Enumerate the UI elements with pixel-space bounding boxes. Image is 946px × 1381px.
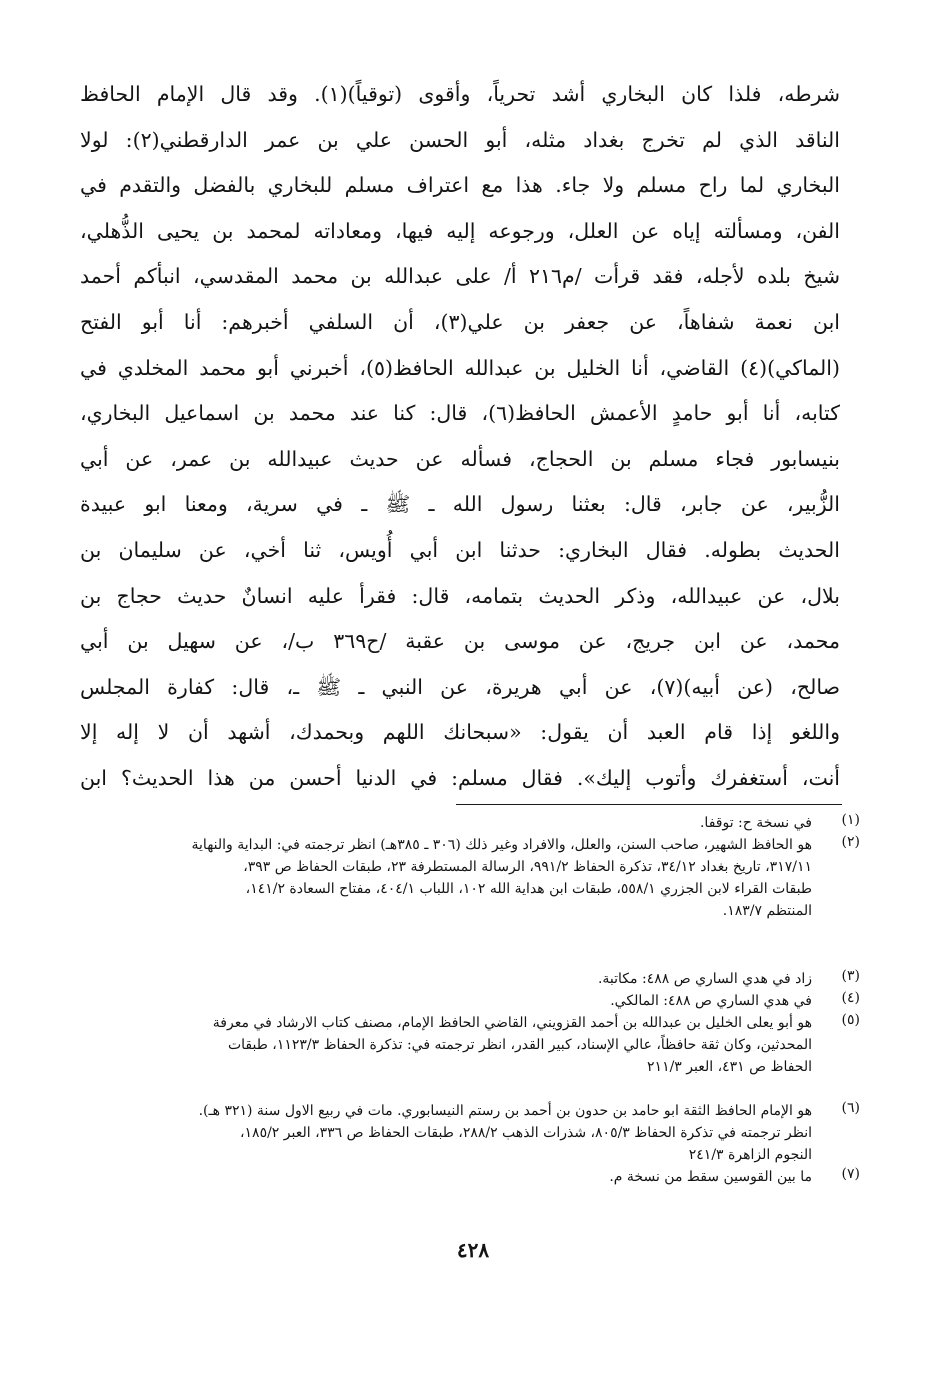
footnote-number: (٣)	[841, 968, 860, 984]
footnote	[90, 834, 860, 922]
text-line: محمد، عن ابن جريج، عن موسى بن عقبة /ح٣٦٩ ب/، عن سهيل بن أبي	[80, 629, 840, 654]
text-line: الفن، ومسألته إياه عن العلل، ورجوعه إليه فيها، ومعاداته لمحمد بن يحيى الذُّهلي،	[80, 218, 840, 243]
footnote-line: زاد في هدي الساري ص ٤٨٨: مكاتبة.	[597, 971, 812, 987]
text-line: صالح، (عن أبيه)(٧)، عن أبي هريرة، عن النبي ـ ﷺ ـ، قال: كفارة المجلس	[80, 674, 840, 699]
footnote-number: (٦)	[841, 1100, 860, 1116]
text-line: الناقد الذي لم تخرج بغداد مثله، أبو الحسن علي بن عمر الدارقطني(٢): لولا	[80, 127, 840, 152]
footnote-line: ٣١٧/١١، تاريخ بغداد ٣٤/١٢، تذكرة الحفاظ ٩٩١/٢، الرسالة المستطرفة ٢٣، طبقات الحفاظ ص ٣٩٣،	[243, 859, 812, 875]
text-line: ابن نعمة شفاهاً، عن جعفر بن علي(٣)، أن السلفي أخبرهم: أنا أبو الفتح	[80, 309, 840, 334]
footnote-line: المحدثين، وكان ثقة حافظاً، عالي الإسناد، كبير القدر، انظر ترجمته في: تذكرة الحفاظ ١١٢٣/٣، طبقات	[227, 1037, 812, 1053]
text-line: الزُّبير، عن جابر، قال: بعثنا رسول الله ـ ﷺ ـ في سرية، ومعنا ابو عبيدة	[80, 492, 840, 517]
footnote	[90, 1166, 860, 1188]
footnote-line: هو الإمام الحافظ الثقة ابو حامد بن حدون بن أحمد بن رستم النيسابوري. مات في ربيع الاول سنة (٣٢١ هـ).	[198, 1103, 812, 1119]
footnote	[90, 1100, 860, 1166]
footnote-line: انظر ترجمته في تذكرة الحفاظ ٨٠٥/٣، شذرات الذهب ٢٨٨/٢، طبقات الحفاظ ص ٣٣٦، العبر ١٨٥/٢،	[240, 1125, 812, 1141]
footnotes-group-bottom	[90, 1100, 860, 1188]
main-text-block	[80, 72, 840, 802]
footnote-separator	[456, 804, 842, 805]
footnote-line: هو الحافظ الشهير، صاحب السنن، والعلل، والافراد وغير ذلك (٣٠٦ ـ ٣٨٥هـ) انظر ترجمته في: البداية والنهاية	[191, 837, 812, 853]
footnote-number: (٥)	[841, 1012, 860, 1028]
text-line: الحديث بطوله. فقال البخاري: حدثنا ابن أبي أُويس، ثنا أخي، عن سليمان بن	[80, 537, 840, 562]
text-line: كتابه، أنا أبو حامدٍ الأعمش الحافظ(٦)، قال: كنا عند محمد بن اسماعيل البخاري،	[80, 401, 840, 426]
footnote-line: ما بين القوسين سقط من نسخة م.	[609, 1169, 812, 1185]
text-line: شرطه، فلذا كان البخاري أشد تحرياً، وأقوى (توقياً)(١). وقد قال الإمام الحافظ	[80, 82, 840, 106]
text-line: بلال، عن عبيدالله، وذكر الحديث بتمامه، قال: فقرأ عليه انسانٌ حديث حجاج بن	[80, 583, 840, 608]
page-number: ٤٢٨	[456, 1238, 490, 1262]
footnote-number: (١)	[841, 812, 860, 828]
footnote	[90, 968, 860, 990]
footnote	[90, 812, 860, 834]
text-line: (الماكي)(٤) القاضي، أنا الخليل بن عبدالله الحافظ(٥)، أخبرني أبو محمد المخلدي في	[80, 355, 840, 380]
footnote-number: (٤)	[841, 990, 860, 1006]
footnote-line: النجوم الزاهرة ٢٤١/٣	[688, 1147, 812, 1163]
footnote-line: في هدي الساري ص ٤٨٨: المالكي.	[610, 993, 812, 1009]
footnote-line: هو أبو يعلى الخليل بن عبدالله بن أحمد القزويني، القاضي الحافظ الإمام، مصنف كتاب الارشاد في معرفة	[212, 1015, 812, 1031]
text-line: أنت، أستغفرك وأتوب إليك». فقال مسلم: في الدنيا أحسن من هذا الحديث؟ ابن	[80, 765, 840, 790]
footnotes-group-middle	[90, 968, 860, 1078]
footnote	[90, 990, 860, 1012]
footnote-number: (٢)	[841, 834, 860, 850]
text-line: واللغو إذا قام العبد أن يقول: «سبحانك اللهم وبحمدك، أشهد أن لا إله إلا	[80, 720, 840, 745]
footnote	[90, 1012, 860, 1078]
footnote-line: في نسخة ح: توقفا.	[699, 815, 812, 831]
footnote-line: الحفاظ ص ٤٣١، العبر ٢١١/٣	[647, 1059, 812, 1075]
footnote-line: طبقات القراء لابن الجزري ٥٥٨/١، طبقات ابن هداية الله ١٠٢، اللباب ٤٠٤/١، مفتاح السعادة ١٤١/٢،	[245, 881, 812, 897]
text-line: بنيسابور فجاء مسلم بن الحجاج، فسأله عن حديث عبيدالله بن عمر، عن أبي	[80, 446, 840, 471]
footnote-number: (٧)	[841, 1166, 860, 1182]
text-line: البخاري لما راح مسلم ولا جاء. هذا مع اعتراف مسلم للبخاري بالفضل والتقدم في	[80, 173, 840, 198]
text-line: شيخ بلده لأجله، فقد قرأت /م٢١٦ أ/ على عبدالله بن محمد المقدسي، انبأكم أحمد	[80, 264, 840, 289]
footnote-line: المنتظم ١٨٣/٧.	[722, 903, 812, 919]
footnotes-group-top	[90, 812, 860, 922]
